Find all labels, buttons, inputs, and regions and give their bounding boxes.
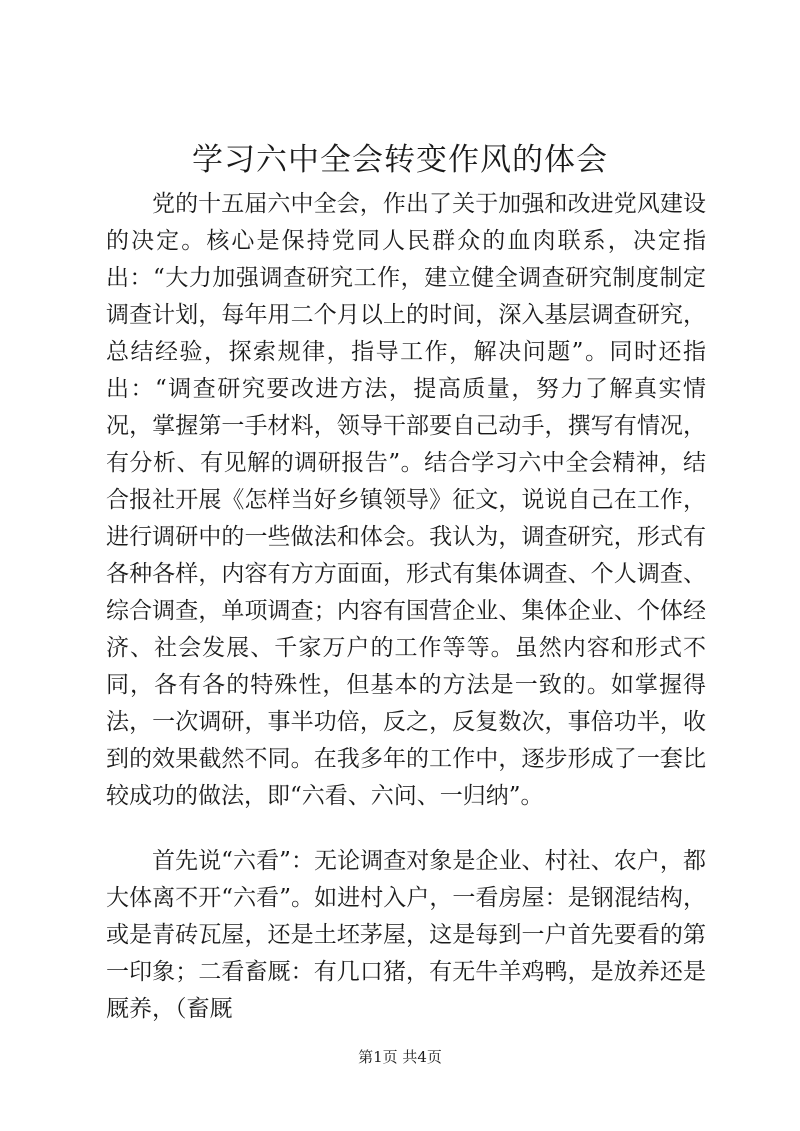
paragraph: 首先说“六看”：无论调查对象是企业、村社、农户，都大体离不开“六看”。如进村入户，一看房屋：是钢混结构，或是青砖瓦屋，还是土坯茅屋，这是每到一户首先要看的第一印象；二看畜厩：有几口猪，有无牛羊鸡鸭，是放养还是厩养，（畜厩 <box>106 848 706 1022</box>
page-footer: 第1页 共4页 <box>358 1048 442 1066</box>
paragraph: 党的十五届六中全会，作出了关于加强和改进党风建设的决定。核心是保持党同人民群众的血肉联系，决定指出：“大力加强调查研究工作，建立健全调查研究制度制定调查计划，每年用二个月以上的时间，深入基层调查研究，总结经验，探索规律，指导工作，解决问题”。同时还指出：“调查研究要改进方法，提高质量，努力了解真实情况，掌握第一手材料，领导干部要自己动手，撰写有情况，有分析、有见解的调研报告”。结合学习六中全会精神，结合报社开展《怎样当好乡镇领导》征文，说说自己在工作，进行调研中的一些做法和体会。我认为，调查研究，形式有各种各样，内容有方方面面，形式有集体调查、个人调查、综合调查，单项调查；内容有国营企业、集体企业、个体经济、社会发展、千家万户的工作等等。虽然内容和形式不同，各有各的特殊性，但基本的方法是一致的。如掌握得法，一次调研，事半功倍，反之，反复数次，事倍功半，收到的效果截然不同。在我多年的工作中，逐步形成了一套比较成功的做法，即“六看、六问、一归纳”。 <box>106 191 706 809</box>
document-title: 学习六中全会转变作风的体会 <box>192 142 608 178</box>
document-body <box>106 186 706 1028</box>
